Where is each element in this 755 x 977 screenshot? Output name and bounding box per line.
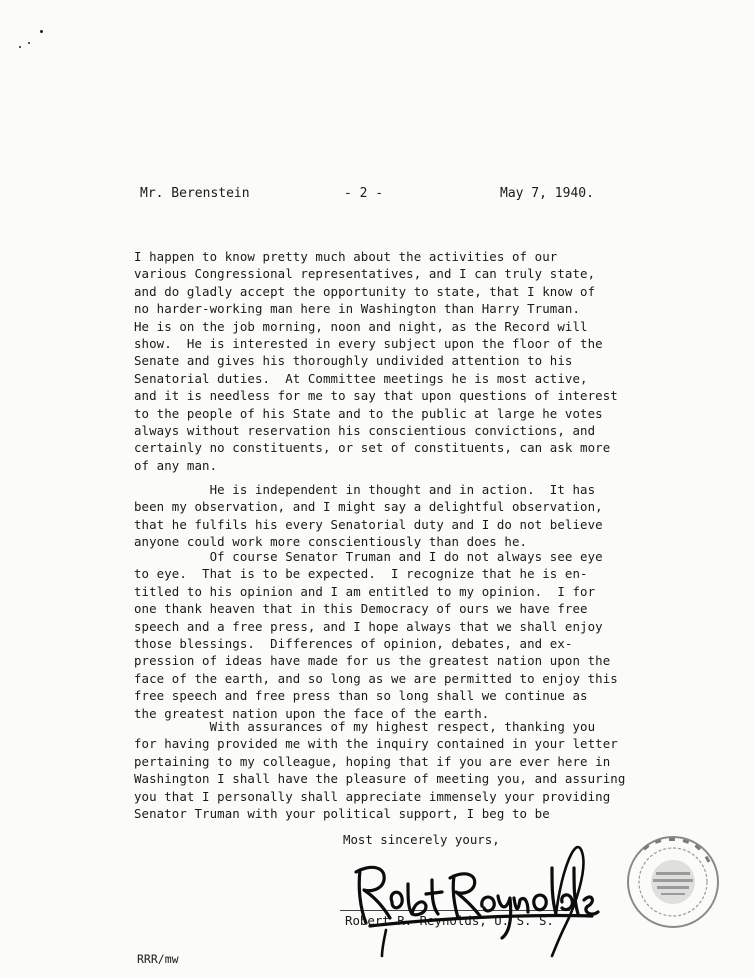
text-line: free speech and free press than so long shall we continue as (134, 688, 588, 704)
text-line: titled to his opinion and I am entitled to my opinion. I for (134, 583, 596, 599)
margin-speck (28, 42, 30, 44)
text-line: of any man. (134, 457, 218, 473)
text-line: anyone could work more conscientiously than does he. (134, 534, 528, 550)
text-line: to eye. That is to be expected. I recognize that he is en- (134, 566, 588, 582)
letter-date: May 7, 1940. (500, 186, 594, 201)
text-line: pertaining to my colleague, hoping that if you are ever here in (134, 753, 611, 769)
complimentary-close: Most sincerely yours, (343, 832, 500, 847)
body-paragraph (134, 548, 654, 722)
text-line: pression of ideas have made for us the greatest nation upon the (134, 653, 611, 669)
text-line: face of the earth, and so long as we are permitted to enjoy this (134, 670, 618, 686)
margin-speck (19, 46, 21, 48)
handwritten-signature (330, 828, 620, 958)
text-line: you that I personally shall appreciate immensely your providing (134, 788, 611, 804)
body-paragraph (134, 481, 654, 551)
text-line: Of course Senator Truman and I do not always see eye (134, 549, 603, 564)
text-line: and it is needless for me to say that upon questions of interest (134, 388, 618, 404)
text-line: Washington I shall have the pleasure of meeting you, and assuring (134, 771, 626, 787)
text-line: show. He is interested in every subject upon the floor of the (134, 336, 603, 352)
text-line: various Congressional representatives, and I can truly state, (134, 266, 596, 282)
text-line: speech and a free press, and I hope always that we shall enjoy (134, 618, 603, 634)
margin-speck (40, 30, 43, 33)
text-line: been my observation, and I might say a delightful observation, (134, 499, 603, 515)
text-line: certainly no constituents, or set of constituents, can ask more (134, 440, 611, 456)
text-line: for having provided me with the inquiry contained in your letter (134, 736, 618, 752)
signatory-name: Robert R. Reynolds, U. S. S. (345, 913, 554, 928)
text-line: always without reservation his conscientious convictions, and (134, 423, 596, 439)
text-line: Senate and gives his thoroughly undivided attention to his (134, 353, 573, 369)
page-number: - 2 - (344, 186, 384, 201)
body-paragraph (134, 248, 654, 474)
text-line: Senatorial duties. At Committee meetings he is most active, (134, 370, 588, 386)
body-paragraph (134, 718, 654, 822)
text-line: He is independent in thought and in action. It has (134, 482, 596, 497)
text-line: those blessings. Differences of opinion, debates, and ex- (134, 636, 573, 652)
text-line: to the people of his State and to the public at large he votes (134, 405, 603, 421)
received-stamp-icon (623, 832, 723, 932)
text-line: Senator Truman with your political support, I beg to be (134, 806, 550, 822)
text-line: no harder-working man here in Washington than Harry Truman. (134, 301, 581, 317)
text-line: With assurances of my highest respect, thanking you (134, 719, 596, 734)
reference-initials: RRR/mw (137, 952, 179, 966)
text-line: and do gladly accept the opportunity to state, that I know of (134, 283, 596, 299)
letter-header (0, 186, 755, 206)
text-line: one thank heaven that in this Democracy of ours we have free (134, 601, 588, 617)
text-line: that he fulfils his every Senatorial duty and I do not believe (134, 516, 603, 532)
text-line: He is on the job morning, noon and night, as the Record will (134, 318, 588, 334)
text-line: I happen to know pretty much about the activities of our (134, 249, 558, 264)
recipient-name: Mr. Berenstein (140, 186, 250, 201)
text-line: the greatest nation upon the face of the earth. (134, 705, 490, 721)
